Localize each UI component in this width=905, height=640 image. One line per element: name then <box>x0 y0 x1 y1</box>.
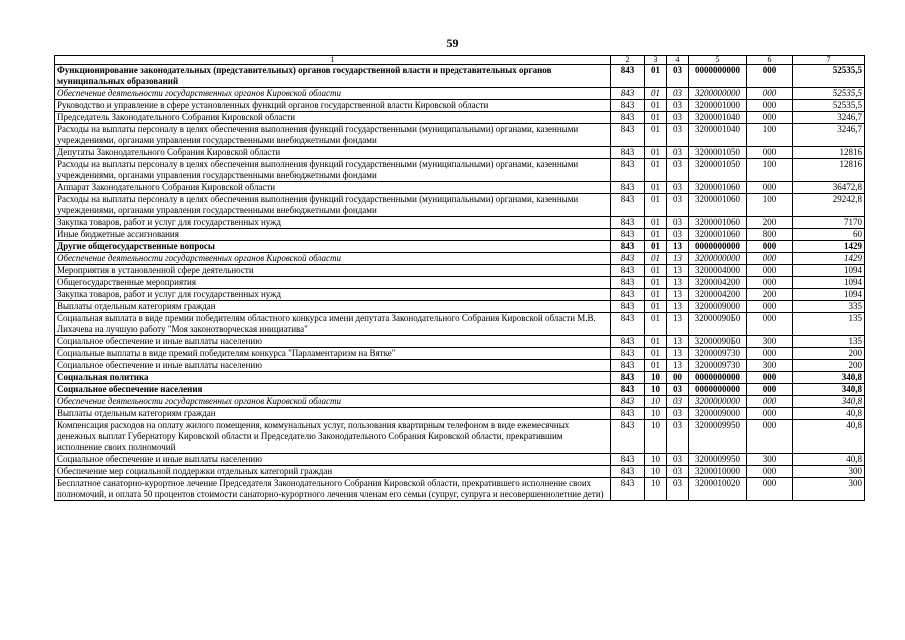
row-target-article-code: 3200001060 <box>689 229 747 241</box>
row-name: Функционирование законодательных (представительных) органов государственной власти и представительных органов муниципальных образований <box>55 65 611 88</box>
row-admin-code: 843 <box>611 159 645 182</box>
row-amount: 12816 <box>793 147 865 159</box>
row-amount: 12816 <box>793 159 865 182</box>
row-section-code: 10 <box>645 408 667 420</box>
row-admin-code: 843 <box>611 372 645 384</box>
row-subsection-code: 03 <box>667 182 689 194</box>
row-amount: 60 <box>793 229 865 241</box>
table-row <box>55 159 865 182</box>
row-admin-code: 843 <box>611 124 645 147</box>
row-section-code: 01 <box>645 147 667 159</box>
row-subsection-code: 13 <box>667 348 689 360</box>
row-expense-type-code: 000 <box>747 182 793 194</box>
row-name: Расходы на выплаты персоналу в целях обеспечения выполнения функций государственными (муниципальными) органами, казенными учреждениями, органами управления государственными внебюджетными фондами <box>55 124 611 147</box>
row-target-article-code: 3200009730 <box>689 348 747 360</box>
table-row <box>55 217 865 229</box>
row-target-article-code: 3200001060 <box>689 182 747 194</box>
row-name: Закупка товаров, работ и услуг для государственных нужд <box>55 289 611 301</box>
row-target-article-code: 3200010000 <box>689 466 747 478</box>
row-section-code: 01 <box>645 229 667 241</box>
row-admin-code: 843 <box>611 420 645 454</box>
row-section-code: 01 <box>645 112 667 124</box>
table-row <box>55 88 865 100</box>
row-admin-code: 843 <box>611 229 645 241</box>
row-target-article-code: 3200001000 <box>689 100 747 112</box>
row-name: Обеспечение деятельности государственных органов Кировской области <box>55 396 611 408</box>
row-name: Социальная выплата в виде премии победителям областного конкурса имени депутата Законодательного Собрания Кировской области М.В. Лихачева на лучшую работу "Моя законотворческая инициатива" <box>55 313 611 336</box>
row-subsection-code: 03 <box>667 408 689 420</box>
row-admin-code: 843 <box>611 100 645 112</box>
table-row <box>55 194 865 217</box>
row-section-code: 10 <box>645 478 667 501</box>
row-expense-type-code: 000 <box>747 112 793 124</box>
row-name: Расходы на выплаты персоналу в целях обеспечения выполнения функций государственными (муниципальными) органами, казенными учреждениями, органами управления государственными внебюджетными фондами <box>55 159 611 182</box>
row-admin-code: 843 <box>611 301 645 313</box>
row-subsection-code: 03 <box>667 478 689 501</box>
row-section-code: 01 <box>645 88 667 100</box>
row-target-article-code: 3200000000 <box>689 88 747 100</box>
row-target-article-code: 3200001060 <box>689 194 747 217</box>
row-admin-code: 843 <box>611 396 645 408</box>
row-name: Иные бюджетные ассигнования <box>55 229 611 241</box>
row-amount: 200 <box>793 348 865 360</box>
row-admin-code: 843 <box>611 313 645 336</box>
row-expense-type-code: 000 <box>747 396 793 408</box>
row-admin-code: 843 <box>611 408 645 420</box>
row-target-article-code: 0000000000 <box>689 241 747 253</box>
row-amount: 340,8 <box>793 396 865 408</box>
row-target-article-code: 3200001050 <box>689 147 747 159</box>
table-row <box>55 124 865 147</box>
row-subsection-code: 03 <box>667 454 689 466</box>
row-admin-code: 843 <box>611 478 645 501</box>
row-expense-type-code: 000 <box>747 408 793 420</box>
table-row <box>55 182 865 194</box>
row-subsection-code: 13 <box>667 253 689 265</box>
row-expense-type-code: 000 <box>747 100 793 112</box>
row-amount: 300 <box>793 478 865 501</box>
row-target-article-code: 3200009000 <box>689 301 747 313</box>
row-name: Депутаты Законодательного Собрания Кировской области <box>55 147 611 159</box>
row-section-code: 01 <box>645 277 667 289</box>
row-section-code: 10 <box>645 372 667 384</box>
row-subsection-code: 03 <box>667 147 689 159</box>
table-row <box>55 348 865 360</box>
row-name: Социальное обеспечение и иные выплаты населению <box>55 454 611 466</box>
row-amount: 1094 <box>793 289 865 301</box>
row-admin-code: 843 <box>611 265 645 277</box>
row-amount: 29242,8 <box>793 194 865 217</box>
row-subsection-code: 13 <box>667 289 689 301</box>
row-target-article-code: 3200010020 <box>689 478 747 501</box>
row-name: Председатель Законодательного Собрания Кировской области <box>55 112 611 124</box>
row-amount: 36472,8 <box>793 182 865 194</box>
row-expense-type-code: 100 <box>747 124 793 147</box>
row-amount: 1094 <box>793 265 865 277</box>
row-expense-type-code: 000 <box>747 301 793 313</box>
row-amount: 40,8 <box>793 420 865 454</box>
row-expense-type-code: 000 <box>747 88 793 100</box>
row-section-code: 10 <box>645 420 667 454</box>
row-subsection-code: 13 <box>667 241 689 253</box>
row-section-code: 01 <box>645 124 667 147</box>
row-name: Обеспечение мер социальной поддержки отдельных категорий граждан <box>55 466 611 478</box>
row-subsection-code: 03 <box>667 124 689 147</box>
row-admin-code: 843 <box>611 454 645 466</box>
table-header-row <box>55 56 865 65</box>
row-expense-type-code: 200 <box>747 217 793 229</box>
table-row <box>55 478 865 501</box>
table-row <box>55 65 865 88</box>
row-section-code: 01 <box>645 182 667 194</box>
row-expense-type-code: 000 <box>747 384 793 396</box>
column-header-admin: 2 <box>611 56 645 65</box>
row-expense-type-code: 100 <box>747 159 793 182</box>
row-section-code: 01 <box>645 348 667 360</box>
row-section-code: 01 <box>645 100 667 112</box>
table-row <box>55 229 865 241</box>
column-header-subsection: 4 <box>667 56 689 65</box>
row-expense-type-code: 300 <box>747 454 793 466</box>
row-admin-code: 843 <box>611 182 645 194</box>
row-subsection-code: 03 <box>667 159 689 182</box>
row-subsection-code: 13 <box>667 360 689 372</box>
row-target-article-code: 3200009000 <box>689 408 747 420</box>
table-row <box>55 360 865 372</box>
row-admin-code: 843 <box>611 336 645 348</box>
row-target-article-code: 0000000000 <box>689 65 747 88</box>
row-amount: 52535,5 <box>793 100 865 112</box>
row-subsection-code: 03 <box>667 65 689 88</box>
row-expense-type-code: 000 <box>747 265 793 277</box>
row-name: Аппарат Законодательного Собрания Кировской области <box>55 182 611 194</box>
column-header-amount: 7 <box>793 56 865 65</box>
row-admin-code: 843 <box>611 360 645 372</box>
row-admin-code: 843 <box>611 384 645 396</box>
row-subsection-code: 03 <box>667 229 689 241</box>
table-row <box>55 313 865 336</box>
row-amount: 335 <box>793 301 865 313</box>
table-row <box>55 301 865 313</box>
row-admin-code: 843 <box>611 253 645 265</box>
row-amount: 1094 <box>793 277 865 289</box>
row-subsection-code: 13 <box>667 313 689 336</box>
row-amount: 1429 <box>793 241 865 253</box>
row-section-code: 10 <box>645 396 667 408</box>
row-admin-code: 843 <box>611 277 645 289</box>
table-row <box>55 384 865 396</box>
row-target-article-code: 3200004200 <box>689 289 747 301</box>
table-row <box>55 277 865 289</box>
table-row <box>55 408 865 420</box>
row-target-article-code: 3200000000 <box>689 396 747 408</box>
row-subsection-code: 03 <box>667 194 689 217</box>
row-target-article-code: 3200009950 <box>689 420 747 454</box>
row-expense-type-code: 000 <box>747 241 793 253</box>
row-section-code: 01 <box>645 194 667 217</box>
row-section-code: 01 <box>645 265 667 277</box>
row-name: Социальное обеспечение и иные выплаты населению <box>55 360 611 372</box>
row-amount: 52535,5 <box>793 88 865 100</box>
row-subsection-code: 03 <box>667 88 689 100</box>
row-amount: 3246,7 <box>793 112 865 124</box>
row-name: Социальные выплаты в виде премий победителям конкурса "Парламентаризм на Вятке" <box>55 348 611 360</box>
row-subsection-code: 03 <box>667 420 689 454</box>
table-row <box>55 100 865 112</box>
row-target-article-code: 3200009950 <box>689 454 747 466</box>
row-expense-type-code: 000 <box>747 147 793 159</box>
row-amount: 1429 <box>793 253 865 265</box>
row-admin-code: 843 <box>611 348 645 360</box>
row-amount: 40,8 <box>793 408 865 420</box>
row-subsection-code: 13 <box>667 277 689 289</box>
row-amount: 340,8 <box>793 384 865 396</box>
table-row <box>55 420 865 454</box>
table-row <box>55 253 865 265</box>
row-admin-code: 843 <box>611 241 645 253</box>
row-expense-type-code: 000 <box>747 313 793 336</box>
row-admin-code: 843 <box>611 194 645 217</box>
row-expense-type-code: 000 <box>747 420 793 454</box>
table-row <box>55 241 865 253</box>
row-expense-type-code: 200 <box>747 289 793 301</box>
column-header-expense-type: 6 <box>747 56 793 65</box>
row-section-code: 01 <box>645 217 667 229</box>
row-expense-type-code: 100 <box>747 194 793 217</box>
row-subsection-code: 00 <box>667 372 689 384</box>
budget-table <box>54 55 865 501</box>
row-subsection-code: 13 <box>667 301 689 313</box>
row-subsection-code: 03 <box>667 100 689 112</box>
row-expense-type-code: 800 <box>747 229 793 241</box>
row-expense-type-code: 000 <box>747 253 793 265</box>
column-header-section: 3 <box>645 56 667 65</box>
row-name: Обеспечение деятельности государственных органов Кировской области <box>55 88 611 100</box>
row-amount: 135 <box>793 336 865 348</box>
row-admin-code: 843 <box>611 112 645 124</box>
row-section-code: 01 <box>645 159 667 182</box>
table-row <box>55 147 865 159</box>
row-name: Мероприятия в установленной сфере деятельности <box>55 265 611 277</box>
row-target-article-code: 3200001050 <box>689 159 747 182</box>
row-target-article-code: 3200000000 <box>689 253 747 265</box>
row-name: Выплаты отдельным категориям граждан <box>55 408 611 420</box>
row-subsection-code: 03 <box>667 396 689 408</box>
row-name: Общегосударственные мероприятия <box>55 277 611 289</box>
row-name: Руководство и управление в сфере установленных функций органов государственной власти Кировской области <box>55 100 611 112</box>
row-section-code: 01 <box>645 313 667 336</box>
row-expense-type-code: 000 <box>747 466 793 478</box>
row-name: Выплаты отдельным категориям граждан <box>55 301 611 313</box>
row-target-article-code: 0000000000 <box>689 372 747 384</box>
row-subsection-code: 03 <box>667 217 689 229</box>
row-name: Расходы на выплаты персоналу в целях обеспечения выполнения функций государственными (муниципальными) органами, казенными учреждениями, органами управления государственными внебюджетными фондами <box>55 194 611 217</box>
column-header-target-article: 5 <box>689 56 747 65</box>
row-section-code: 01 <box>645 336 667 348</box>
row-target-article-code: 32000090Б0 <box>689 313 747 336</box>
row-target-article-code: 0000000000 <box>689 384 747 396</box>
row-amount: 340,8 <box>793 372 865 384</box>
table-row <box>55 289 865 301</box>
row-amount: 135 <box>793 313 865 336</box>
row-subsection-code: 13 <box>667 336 689 348</box>
row-subsection-code: 03 <box>667 112 689 124</box>
row-amount: 7170 <box>793 217 865 229</box>
row-name: Социальное обеспечение и иные выплаты населению <box>55 336 611 348</box>
row-subsection-code: 13 <box>667 265 689 277</box>
row-name: Компенсация расходов на оплату жилого помещения, коммунальных услуг, пользования квартирным телефоном в виде ежемесячных денежных выплат Губернатору Кировской области и Председателю Законодательного Собрания Кировской области, прекратившим исполнение своих полномочий <box>55 420 611 454</box>
table-body <box>55 65 865 501</box>
table-row <box>55 265 865 277</box>
row-expense-type-code: 300 <box>747 336 793 348</box>
row-target-article-code: 3200004000 <box>689 265 747 277</box>
row-target-article-code: 3200004200 <box>689 277 747 289</box>
row-subsection-code: 03 <box>667 466 689 478</box>
row-admin-code: 843 <box>611 289 645 301</box>
row-name: Бесплатное санаторно-курортное лечение Председателя Законодательного Собрания Кировской области, прекратившего исполнение своих полномочий, и оплата 50 процентов стоимости санаторно-курортного лечения членам его семьи (супруг, супруга и несовершеннолетние дети) <box>55 478 611 501</box>
row-subsection-code: 03 <box>667 384 689 396</box>
row-section-code: 01 <box>645 301 667 313</box>
row-amount: 300 <box>793 466 865 478</box>
row-admin-code: 843 <box>611 65 645 88</box>
row-section-code: 01 <box>645 253 667 265</box>
row-expense-type-code: 300 <box>747 360 793 372</box>
table-row <box>55 454 865 466</box>
row-admin-code: 843 <box>611 466 645 478</box>
row-admin-code: 843 <box>611 147 645 159</box>
row-expense-type-code: 000 <box>747 277 793 289</box>
row-amount: 200 <box>793 360 865 372</box>
row-expense-type-code: 000 <box>747 65 793 88</box>
row-name: Обеспечение деятельности государственных органов Кировской области <box>55 253 611 265</box>
row-admin-code: 843 <box>611 88 645 100</box>
row-expense-type-code: 000 <box>747 348 793 360</box>
row-name: Другие общегосударственные вопросы <box>55 241 611 253</box>
page-number: 59 <box>446 36 459 50</box>
row-section-code: 01 <box>645 360 667 372</box>
table-row <box>55 112 865 124</box>
row-section-code: 10 <box>645 384 667 396</box>
row-target-article-code: 3200001040 <box>689 124 747 147</box>
row-target-article-code: 3200001040 <box>689 112 747 124</box>
table-row <box>55 466 865 478</box>
row-name: Социальное обеспечение населения <box>55 384 611 396</box>
table-row <box>55 336 865 348</box>
row-expense-type-code: 000 <box>747 372 793 384</box>
row-section-code: 01 <box>645 65 667 88</box>
row-expense-type-code: 000 <box>747 478 793 501</box>
row-amount: 3246,7 <box>793 124 865 147</box>
row-name: Закупка товаров, работ и услуг для государственных нужд <box>55 217 611 229</box>
table-row <box>55 372 865 384</box>
row-amount: 52535,5 <box>793 65 865 88</box>
row-section-code: 01 <box>645 289 667 301</box>
row-target-article-code: 32000090Б0 <box>689 336 747 348</box>
row-target-article-code: 3200009730 <box>689 360 747 372</box>
row-admin-code: 843 <box>611 217 645 229</box>
column-header-name: 1 <box>55 56 611 65</box>
row-target-article-code: 3200001060 <box>689 217 747 229</box>
row-section-code: 10 <box>645 466 667 478</box>
table-row <box>55 396 865 408</box>
row-section-code: 01 <box>645 241 667 253</box>
row-amount: 40,8 <box>793 454 865 466</box>
row-name: Социальная политика <box>55 372 611 384</box>
row-section-code: 10 <box>645 454 667 466</box>
